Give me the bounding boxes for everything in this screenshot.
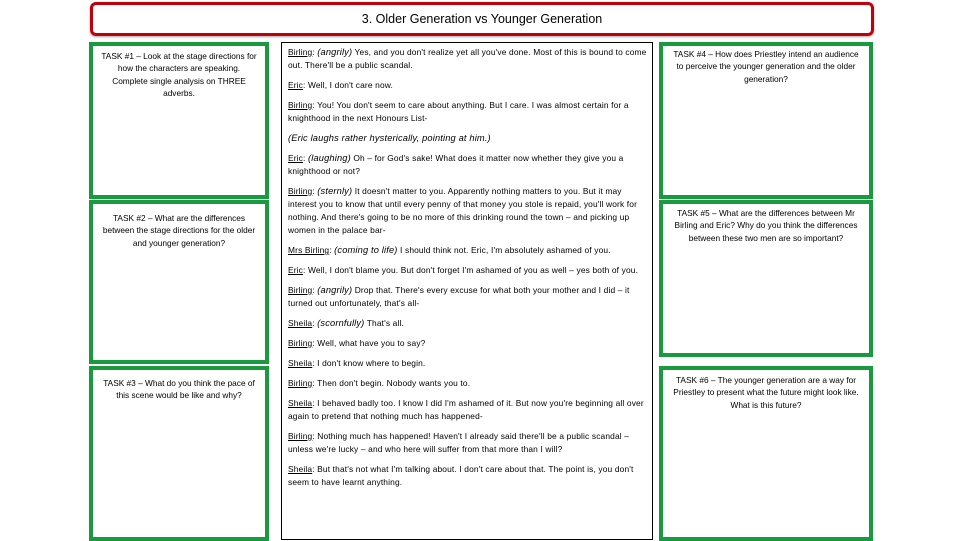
script-line [288,357,647,370]
task-6-box [659,366,873,541]
dialogue-text: Nothing much has happened! Haven't I already said there'll be a public scandal – unless we're lucky – and who here will suffer from that more than I will? [288,431,630,454]
dialogue-text: I don't know where to begin. [317,358,426,368]
speaker-colon: : [303,265,308,275]
speaker-colon: : [312,285,318,295]
task-4-text: TASK #4 – How does Priestley intend an audience to perceive the younger generation and the older generation? [673,49,859,84]
speaker-colon: : [303,80,308,90]
dialogue-text: Well, what have you to say? [317,338,426,348]
script-line [288,317,647,330]
speaker-name: Sheila [288,464,313,474]
dialogue-text: It doesn't matter to you. Apparently nothing matters to you. But it may interest you to know that until every penny of that money you stole is repaid, you'll work for nothing. And there's going to be no more of this drinking round the town – and picking up women in the palace bar- [288,186,638,235]
script-line [288,397,647,423]
speaker-colon: : [303,153,308,163]
speaker-name: Birling [288,186,313,196]
dialogue-text: Then don't begin. Nobody wants you to. [317,378,471,388]
script-line [288,132,647,145]
dialogue-text: Oh – for God's sake! What does it matter now whether they give you a knighthood or not? [288,153,624,176]
task-1-text: TASK #1 – Look at the stage directions for how the characters are speaking. Complete single analysis on THREE adverbs. [101,51,257,99]
task-3-text: TASK #3 – What do you think the pace of this scene would be like and why? [103,378,255,401]
script-line [288,152,647,178]
dialogue-text: I behaved badly too. I know I did I'm ashamed of it. But now you're beginning all over again to pretend that nothing much has happened- [288,398,644,421]
task-2-box [89,200,269,364]
speaker-colon: : [312,358,318,368]
speaker-colon: : [312,100,318,110]
script-line [288,185,647,237]
script-extract [281,42,653,540]
task-2-text: TASK #2 – What are the differences between the stage directions for the older and younger generation? [102,213,256,248]
task-3-box [89,366,269,541]
script-line [288,99,647,125]
stage-direction: (angrily) [317,285,353,295]
script-line [288,46,647,72]
task-5-box [659,200,873,357]
script-line [288,244,647,257]
slide-title-box [90,2,874,36]
speaker-name: Sheila [288,358,313,368]
task-6-text: TASK #6 – The younger generation are a way for Priestley to present what the future might look like. What is this future? [673,375,859,410]
speaker-name: Sheila [288,318,313,328]
script-line [288,284,647,310]
stage-direction: (angrily) [317,47,353,57]
speaker-colon: : [312,47,318,57]
speaker-name: Eric [288,80,304,90]
speaker-name: Eric [288,265,304,275]
dialogue-text: Drop that. There's every excuse for what both your mother and I did – it turned out unfortunately, that's all- [288,285,630,308]
speaker-name: Birling [288,285,313,295]
speaker-name: Birling [288,47,313,57]
dialogue-text: Well, I don't blame you. But don't forget I'm ashamed of you as well – yes both of you. [308,265,639,275]
speaker-colon: : [312,378,318,388]
dialogue-text: Yes, and you don't realize yet all you've done. Most of this is bound to come out. There'll be a public scandal. [288,47,647,70]
script-line [288,337,647,350]
script-line [288,430,647,456]
speaker-colon: : [312,186,318,196]
stage-direction: (sternly) [317,186,353,196]
speaker-name: Birling [288,431,313,441]
stage-direction: (scornfully) [317,318,365,328]
dialogue-text: That's all. [364,318,404,328]
stage-direction: (Eric laughs rather hysterically, pointing at him.) [288,133,491,143]
speaker-colon: : [312,398,318,408]
task-1-box [89,42,269,199]
speaker-colon: : [312,338,318,348]
speaker-name: Mrs Birling [288,245,330,255]
script-line [288,264,647,277]
speaker-name: Eric [288,153,304,163]
task-5-text: TASK #5 – What are the differences between Mr Birling and Eric? Why do you think the differences between these two men are so important? [674,208,858,243]
speaker-colon: : [312,431,318,441]
dialogue-text: Well, I don't care now. [308,80,393,90]
script-line [288,377,647,390]
dialogue-text: I should think not. Eric, I'm absolutely ashamed of you. [397,245,611,255]
speaker-colon: : [329,245,335,255]
speaker-name: Sheila [288,398,313,408]
dialogue-text: But that's not what I'm talking about. I don't care about that. The point is, you don't seem to have learnt anything. [288,464,634,487]
speaker-name: Birling [288,338,313,348]
slide-title: 3. Older Generation vs Younger Generation [361,12,603,26]
speaker-colon: : [312,318,318,328]
task-4-box [659,42,873,199]
script-line [288,79,647,92]
speaker-name: Birling [288,378,313,388]
stage-direction: (laughing) [308,153,351,163]
speaker-name: Birling [288,100,313,110]
dialogue-text: You! You don't seem to care about anything. But I care. I was almost certain for a knighthood in the next Honours List- [288,100,629,123]
script-line [288,463,647,489]
speaker-colon: : [312,464,318,474]
stage-direction: (coming to life) [334,245,398,255]
